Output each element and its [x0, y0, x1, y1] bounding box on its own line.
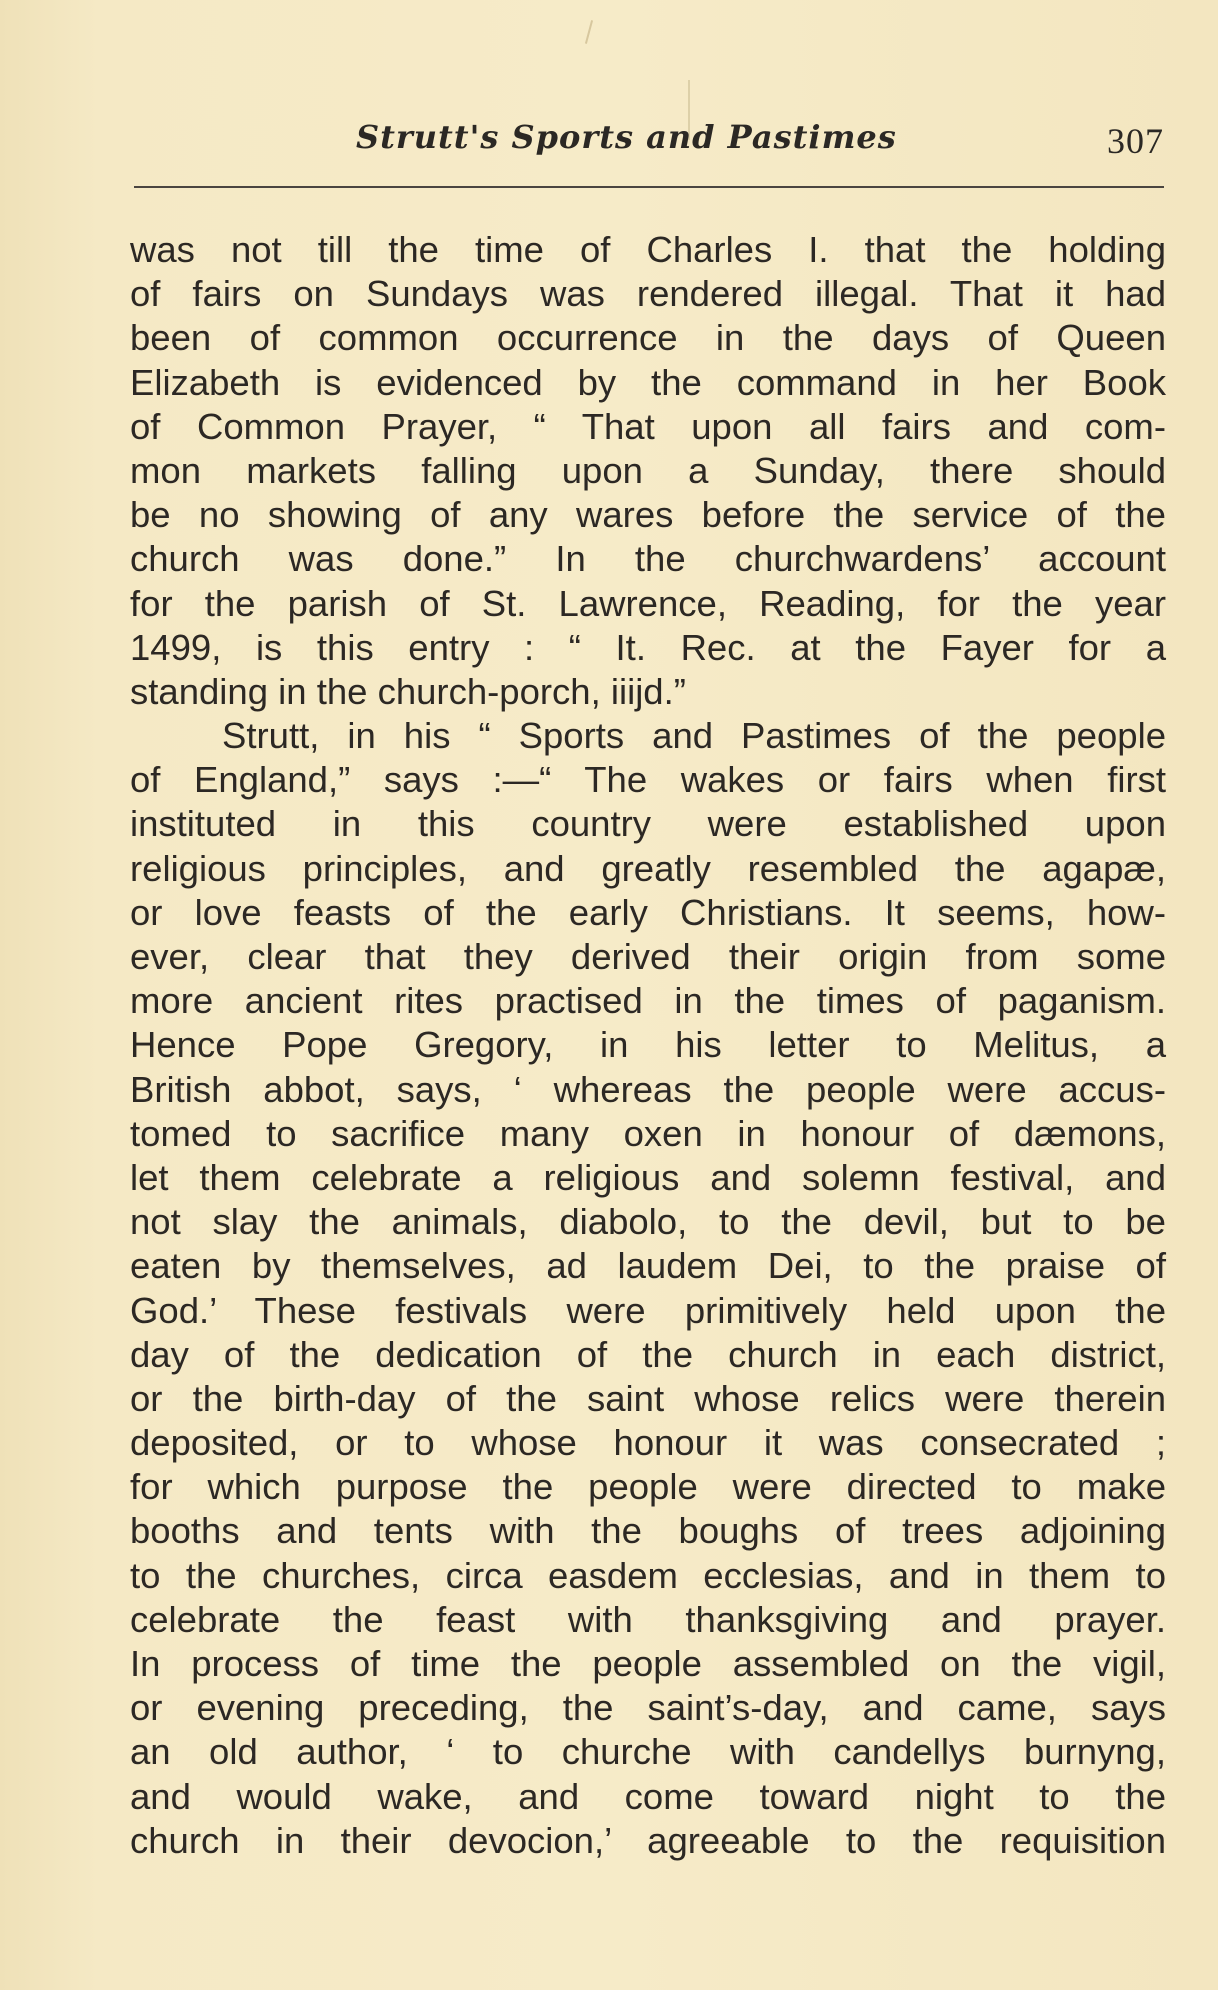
text-line: for which purpose the people were directed to make — [130, 1466, 1166, 1508]
text-line: mon markets falling upon a Sunday, there should — [130, 449, 1166, 491]
page-blemish — [585, 20, 593, 44]
text-line: or the birth-day of the saint whose relics were therein — [130, 1377, 1166, 1419]
text-line: and would wake, and come toward night to the — [130, 1775, 1166, 1817]
text-line: an old author, ‘ to churche with candellys burnyng, — [130, 1731, 1166, 1773]
text-line: instituted in this country were established upon — [130, 803, 1166, 845]
text-line: religious principles, and greatly resembled the agapæ, — [130, 847, 1166, 889]
text-line: church was done.” In the churchwardens’ account — [130, 538, 1166, 580]
text-line: In process of time the people assembled on the vigil, — [130, 1643, 1166, 1684]
paragraph-1 — [130, 228, 1166, 714]
text-line: not slay the animals, diabolo, to the devil, but to be — [130, 1201, 1166, 1243]
text-line: been of common occurrence in the days of Queen — [130, 317, 1166, 359]
text-line: be no showing of any wares before the service of the — [130, 494, 1166, 536]
text-line: Hence Pope Gregory, in his letter to Melitus, a — [130, 1024, 1166, 1066]
text-line: God.’ These festivals were primitively held upon the — [130, 1289, 1166, 1331]
text-line: Strutt, in his “ Sports and Pastimes of the people — [222, 715, 1166, 757]
text-line: eaten by themselves, ad laudem Dei, to the praise of — [130, 1245, 1166, 1287]
page-number: 307 — [1107, 121, 1164, 161]
text-line: ever, clear that they derived their origin from some — [130, 936, 1166, 977]
text-line: British abbot, says, ‘ whereas the people were accus- — [130, 1068, 1166, 1110]
text-line: church in their devocion,’ agreeable to the requisition — [130, 1819, 1166, 1861]
header-rule — [134, 186, 1164, 188]
text-line: of Common Prayer, “ That upon all fairs and com- — [130, 405, 1166, 447]
text-line: or evening preceding, the saint’s-day, and came, says — [130, 1687, 1166, 1729]
text-line: of fairs on Sundays was rendered illegal. That it had — [130, 273, 1166, 315]
text-line: day of the dedication of the church in each district, — [130, 1333, 1166, 1375]
text-line: was not till the time of Charles I. that the holding — [130, 229, 1166, 270]
running-head — [134, 118, 1164, 168]
text-line: for the parish of St. Lawrence, Reading, for the year — [130, 582, 1166, 624]
text-line: to the churches, circa easdem ecclesias, and in them to — [130, 1554, 1166, 1596]
paragraph-2 — [130, 714, 1166, 1863]
text-line: let them celebrate a religious and solemn festival, and — [130, 1156, 1166, 1198]
text-line: 1499, is this entry : “ It. Rec. at the Fayer for a — [130, 626, 1166, 668]
text-line: tomed to sacrifice many oxen in honour of dæmons, — [130, 1112, 1166, 1154]
body-text — [130, 228, 1166, 1863]
text-line: of England,” says :—“ The wakes or fairs when first — [130, 759, 1166, 801]
text-line: Elizabeth is evidenced by the command in her Book — [130, 361, 1166, 403]
text-line: standing in the church-porch, iiijd.” — [130, 670, 686, 712]
text-line: more ancient rites practised in the times of paganism. — [130, 980, 1166, 1022]
text-line: booths and tents with the boughs of trees adjoining — [130, 1510, 1166, 1552]
text-line: deposited, or to whose honour it was consecrated ; — [130, 1422, 1166, 1464]
text-line: celebrate the feast with thanksgiving and prayer. — [130, 1598, 1166, 1640]
text-line: or love feasts of the early Christians. It seems, how- — [130, 891, 1166, 933]
running-title: Strutt's Sports and Pastimes — [356, 118, 897, 156]
